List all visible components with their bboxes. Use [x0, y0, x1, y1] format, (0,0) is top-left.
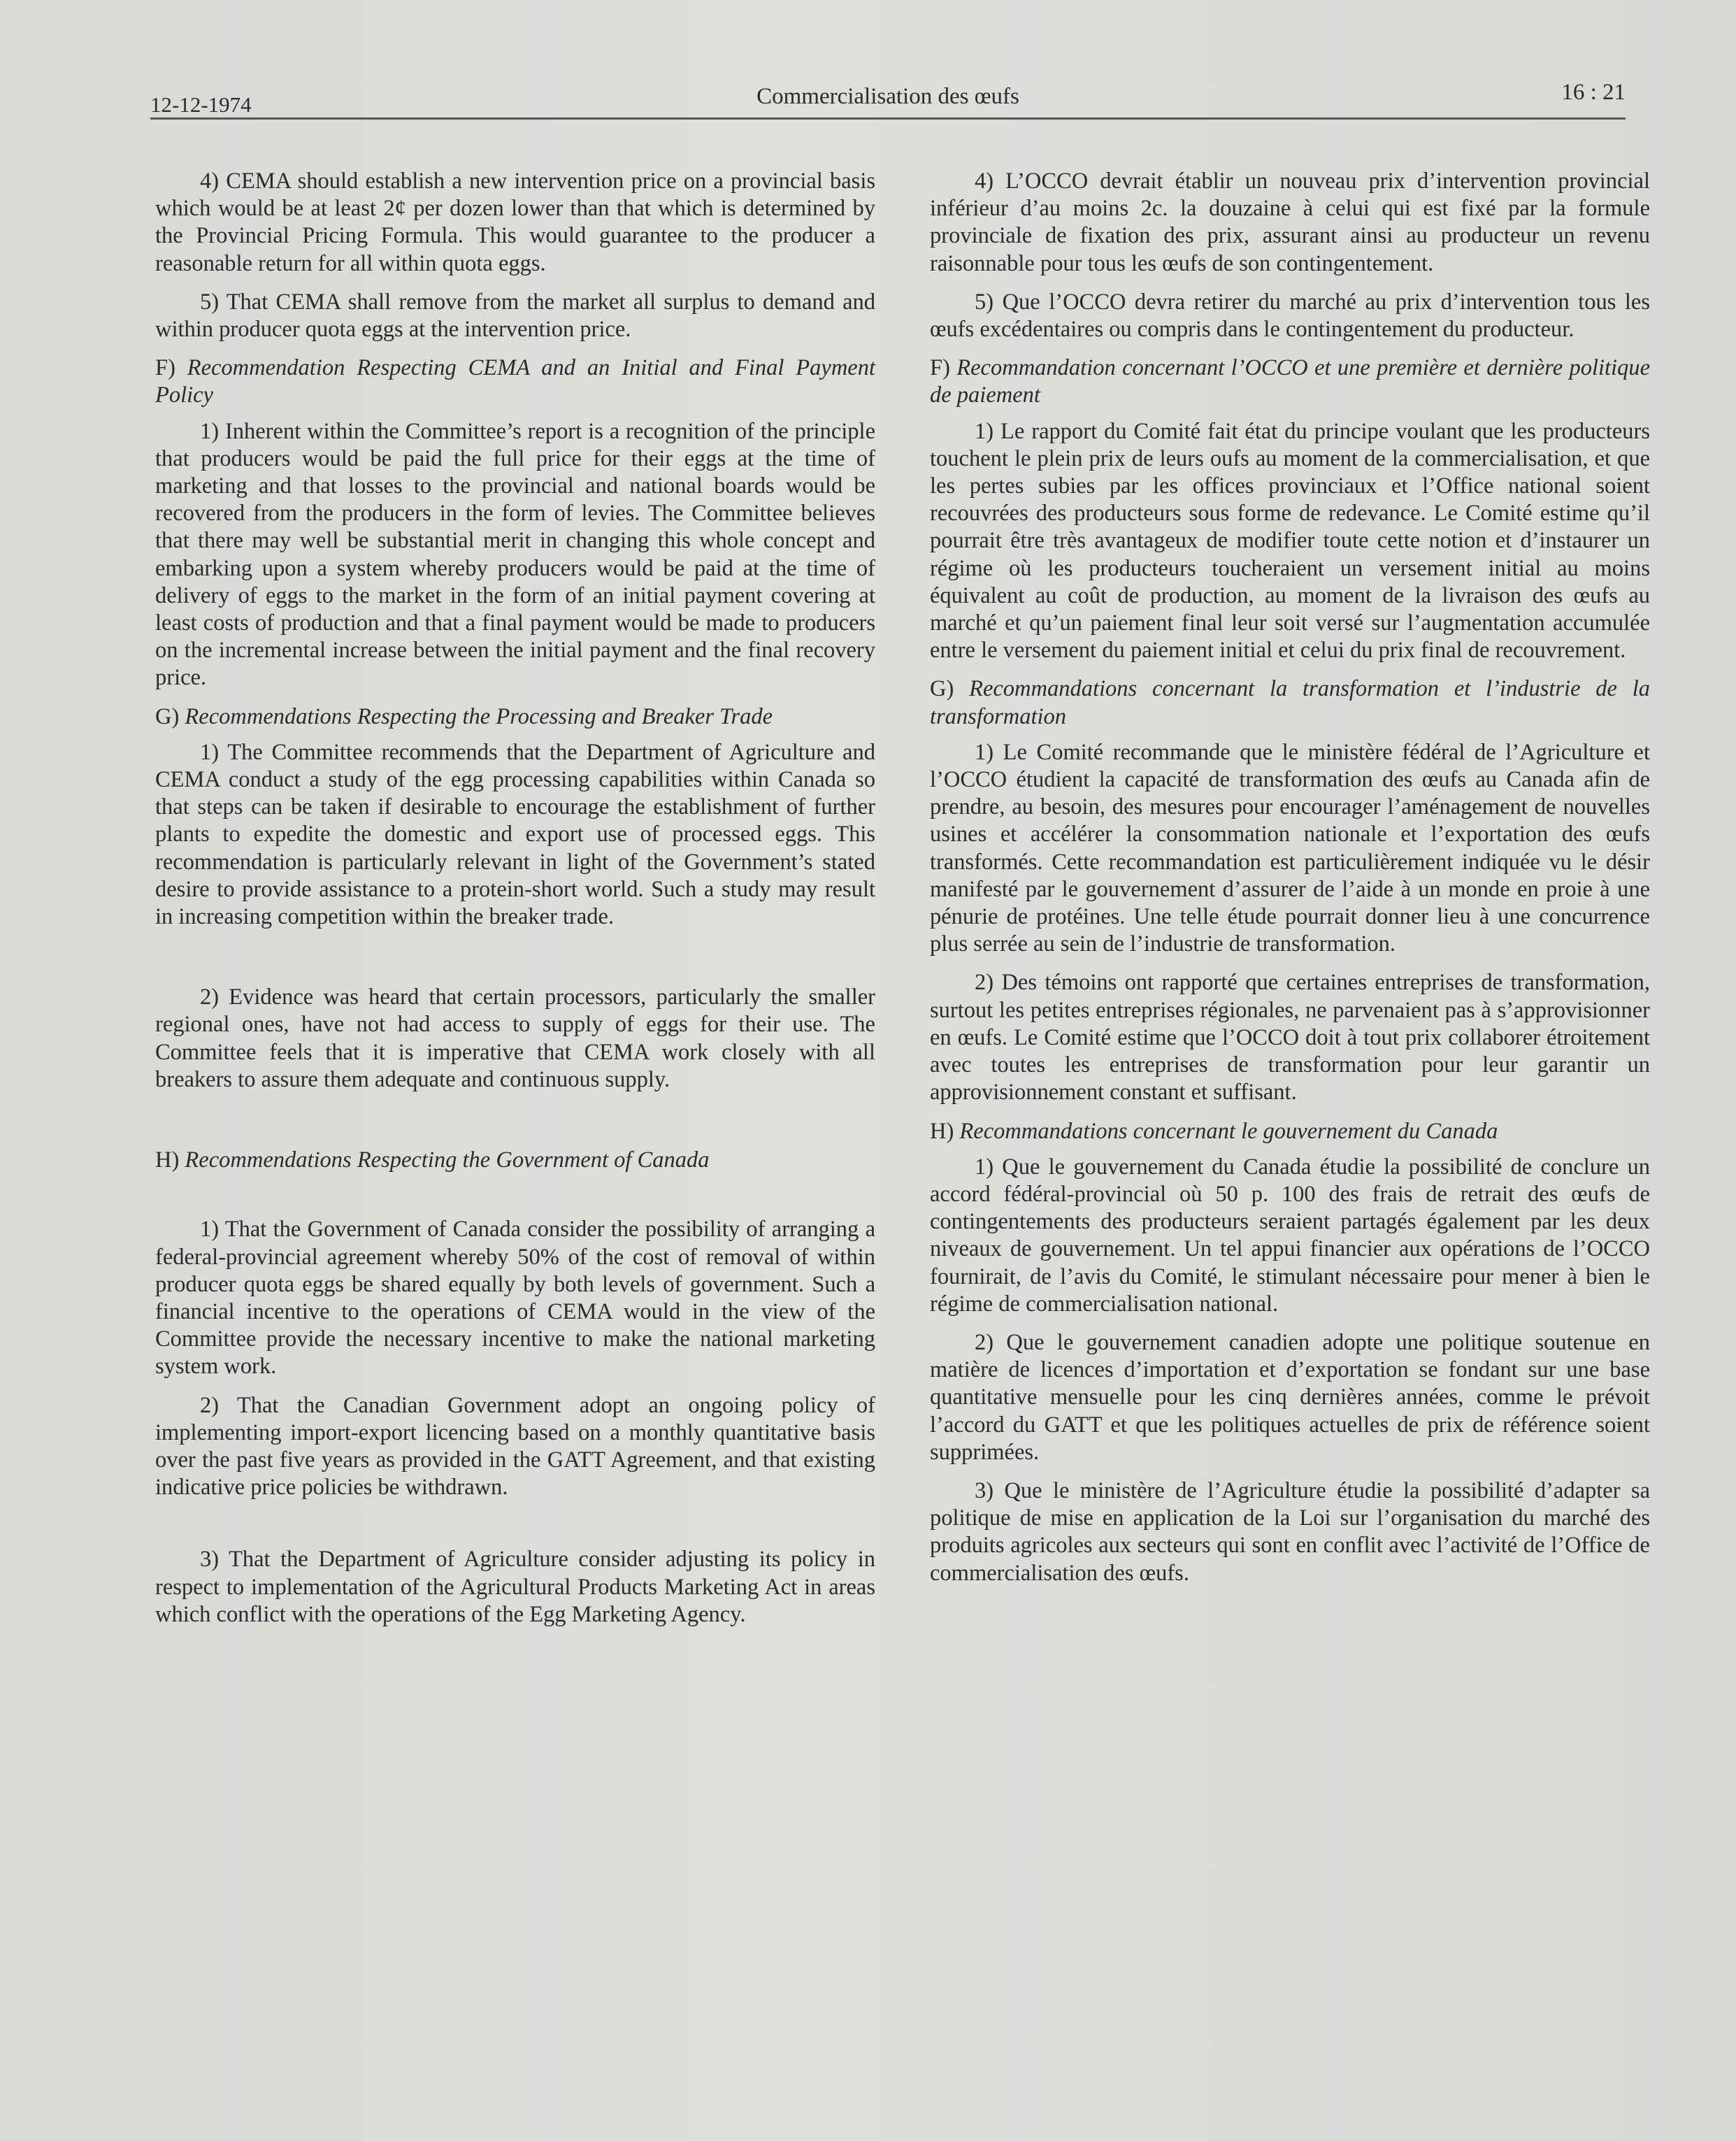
paragraph-h3-fr: 3) Que le ministère de l’Agriculture étudie la possibilité d’adapter sa politique de mise en application de la Loi sur l’organisation du marché des produits agricoles aux secteurs qui sont en conflit avec l’activité de l’Office de commercialisation des œufs.	[930, 1477, 1650, 1586]
header-title: Commercialisation des œufs	[756, 84, 1019, 109]
heading-f-en	[155, 355, 875, 409]
spacer	[155, 942, 875, 984]
heading-h-fr	[930, 1118, 1650, 1145]
heading-h-en	[155, 1147, 875, 1174]
header-page-number: 16 : 21	[1561, 80, 1626, 105]
heading-g-letter-en: G)	[155, 703, 180, 729]
heading-f-letter-fr: F)	[930, 355, 950, 381]
heading-f-letter-en: F)	[155, 355, 175, 381]
paragraph-h3-en: 3) That the Department of Agriculture consider adjusting its policy in respect to implementation of the Agricultural Products Marketing Act in areas which conflict with the operations of the Egg Marketing Agency.	[155, 1547, 875, 1627]
heading-f-text-fr: Recommandation concernant l’OCCO et une première et dernière politique de paiement	[930, 355, 1651, 408]
paragraph-f1-fr: 1) Le rapport du Comité fait état du principe voulant que les producteurs touchent le plein prix de leurs oufs au moment de la commercialisation, et que les pertes subies par les offices provinciaux et l’Office national soient recouvrées des producteurs sous forme de redevance. Le Comité estime qu’il pourrait être très avantageux de modifier toute cette notion et d’instaurer un régime où les producteurs toucheraient un versement initial au moins équivalent au coût de production, au moment de la livraison des œufs au marché et qu’un paiement final leur soit versé sur l’augmentation accumulée entre le versement du paiement initial et celui du prix final de recouvrement.	[930, 418, 1650, 664]
spacer	[155, 1182, 875, 1216]
paragraph-g2-en: 2) Evidence was heard that certain processors, particularly the smaller regional ones, have not had access to supply of eggs for their use. The Committee feels that it is imperative that CEMA work closely with all breakers to assure them adequate and continuous supply.	[155, 984, 875, 1092]
paragraph-g1-en: 1) The Committee recommends that the Department of Agriculture and CEMA conduct a study of the egg processing capabilities within Canada so that steps can be taken if desirable to encourage the establishment of further plants to expedite the domestic and export use of processed eggs. This recommendation is particularly relevant in light of the Government’s stated desire to provide assistance to a protein-short world. Such a study may result in increasing competition within the breaker trade.	[155, 739, 875, 930]
paragraph-h2-fr: 2) Que le gouvernement canadien adopte une politique soutenue en matière de licences d’importation et d’exportation se fondant sur une base quantitative mensuelle pour les cinq dernières années, comme le prévoit l’accord du GATT et que les politiques actuelles de prix de référence soient supprimées.	[930, 1329, 1650, 1465]
french-column	[930, 168, 1650, 1598]
paragraph-e4-fr: 4) L’OCCO devrait établir un nouveau prix d’intervention provincial inférieur d’au moins 2c. la douzaine à celui qui est fixé par la formule provinciale de fixation des prix, assurant ainsi au producteur un revenu raisonnable pour tous les œufs de son contingentement.	[930, 169, 1650, 276]
paragraph-h1-fr: 1) Que le gouvernement du Canada étudie la possibilité de conclure un accord fédéral-provincial où 50 p. 100 des frais de retrait des œufs de contingentements des producteurs seraient partagés également par les deux niveaux de gouvernement. Un tel appui financier aux opérations de l’OCCO fournirait, de l’avis du Comité, le stimulant nécessaire pour mener à bien le régime de commercialisation national.	[930, 1154, 1650, 1317]
paragraph-e5-en: 5) That CEMA shall remove from the market all surplus to demand and within producer quota eggs at the intervention price.	[155, 289, 875, 343]
heading-f-text-en: Recommendation Respecting CEMA and an Initial and Final Payment Policy	[155, 355, 875, 408]
header-date: 12-12-1974	[150, 92, 252, 117]
paragraph-f1-en: 1) Inherent within the Committee’s report is a recognition of the principle that producers would be paid the full price for their eggs at the time of marketing and that losses to the provincial and national boards would be recovered from the producers in the form of levies. The Committee believes that there may well be substantial merit in changing this whole concept and embarking upon a system whereby producers would be paid at the time of delivery of eggs to the market in the form of an initial payment covering at least costs of production and that a final payment would be made to producers on the incremental increase between the initial payment and the final recovery price.	[155, 418, 875, 691]
english-column	[155, 168, 875, 1640]
paragraph-e5-fr: 5) Que l’OCCO devra retirer du marché au prix d’intervention tous les œufs excédentaires ou compris dans le contingentement du producteur.	[930, 289, 1650, 343]
paragraph-h2-en: 2) That the Canadian Government adopt an ongoing policy of implementing import-export licencing based on a monthly quantitative basis over the past five years as provided in the GATT Agreement, and that existing indicative price policies be withdrawn.	[155, 1392, 875, 1501]
paragraph-e4-en: 4) CEMA should establish a new intervention price on a provincial basis which would be at least 2¢ per dozen lower than that which is determined by the Provincial Pricing Formula. This would guarantee to the producer a reasonable return for all within quota eggs.	[155, 169, 875, 276]
heading-g-letter-fr: G)	[930, 676, 954, 702]
paragraph-h1-en: 1) That the Government of Canada consider the possibility of arranging a federal-provincial agreement whereby 50% of the cost of removal of within producer quota eggs be shared equally by both levels of government. Such a financial incentive to the operations of CEMA would in the view of the Committee provide the necessary incentive to make the national marketing system work.	[155, 1217, 875, 1380]
heading-h-letter-fr: H)	[930, 1118, 954, 1144]
heading-f-fr	[930, 355, 1650, 409]
paragraph-g2-fr: 2) Des témoins ont rapporté que certaines entreprises de transformation, surtout les petites entreprises régionales, ne parvenaient pas à s’approvisionner en œufs. Le Comité estime que l’OCCO doit à tout prix collaborer étroitement avec toutes les entreprises de transformation pour leur garantir un approvisionnement constant et suffisant.	[930, 970, 1650, 1105]
heading-g-en	[155, 703, 875, 731]
page-header	[150, 76, 1626, 120]
heading-g-fr	[930, 675, 1650, 730]
spacer	[155, 1512, 875, 1546]
heading-h-letter-en: H)	[155, 1147, 180, 1173]
heading-h-text-en: Recommendations Respecting the Government of Canada	[185, 1147, 710, 1173]
heading-g-text-fr: Recommandations concernant la transformation et l’industrie de la transformation	[930, 676, 1651, 729]
spacer	[155, 1105, 875, 1147]
paragraph-g1-fr: 1) Le Comité recommande que le ministère fédéral de l’Agriculture et l’OCCO étudient la capacité de transformation des œufs au Canada afin de prendre, au besoin, des mesures pour encourager l’aménagement de nouvelles usines et accélérer la consommation nationale et l’exportation des œufs transformés. Cette recommandation est particulièrement indiquée vu le désir manifesté par le gouvernement d’assurer de l’aide à un monde en proie à une pénurie de protéines. Une telle étude pourrait donner lieu à une concurrence plus serrée au sein de l’industrie de transformation.	[930, 739, 1650, 957]
heading-g-text-en: Recommendations Respecting the Processing and Breaker Trade	[185, 703, 773, 729]
heading-h-text-fr: Recommandations concernant le gouvernement du Canada	[959, 1118, 1498, 1144]
